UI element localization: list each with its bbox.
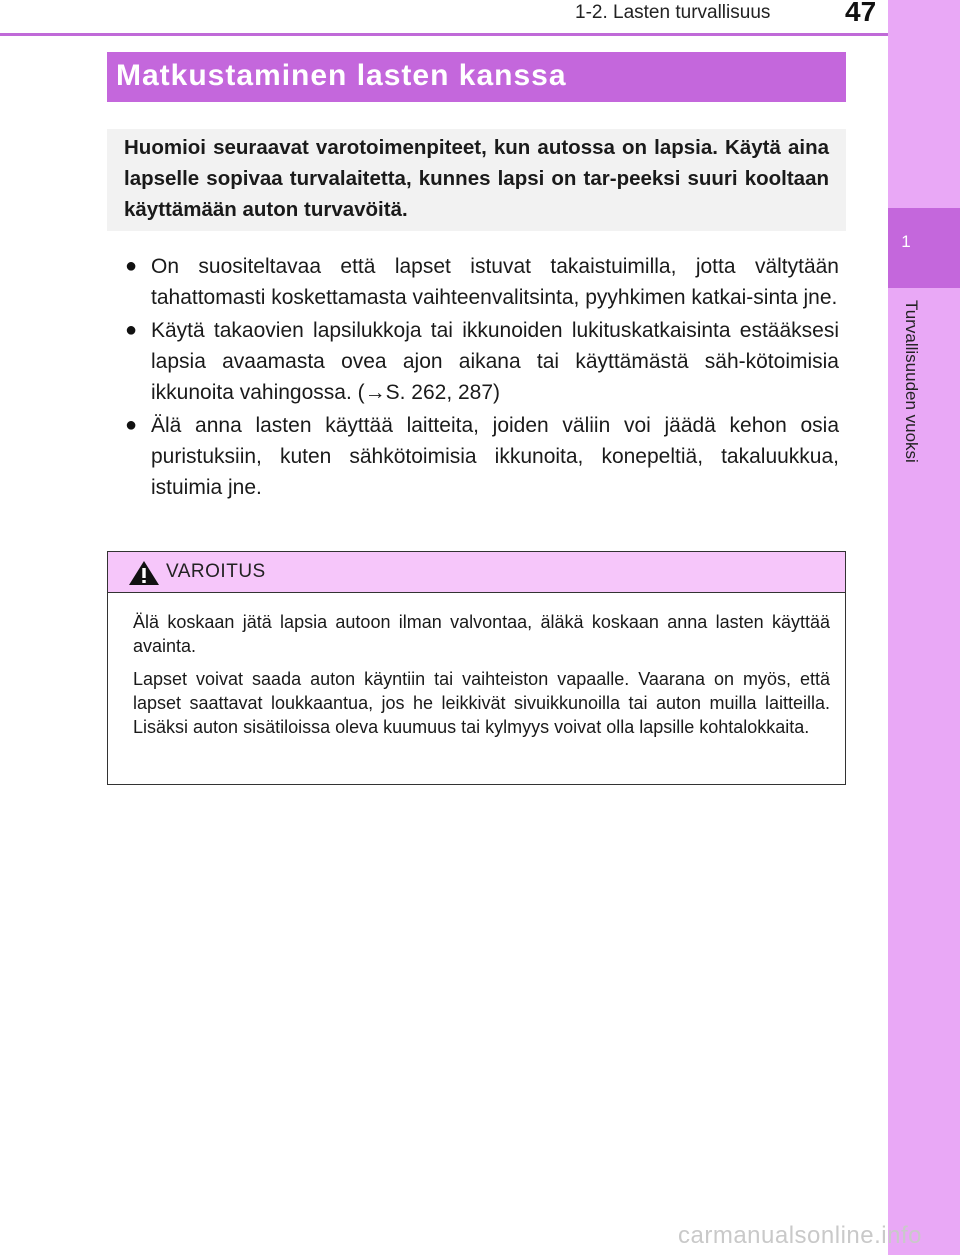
watermark: carmanualsonline.info: [678, 1222, 922, 1249]
warning-header: [108, 552, 845, 593]
list-item: [125, 251, 839, 313]
bullet-dot-icon: ●: [125, 319, 138, 341]
warning-body: [108, 593, 845, 739]
warning-paragraph: Älä koskaan jätä lapsia autoon ilman valvontaa, äläkä koskaan anna lasten käyttää avainta.: [133, 612, 830, 656]
bullet-list: [125, 251, 839, 505]
warning-triangle-icon: [128, 560, 160, 586]
header-divider: [0, 33, 888, 36]
warning-box: [107, 551, 846, 785]
bullet-dot-icon: ●: [125, 255, 138, 277]
intro-box: [107, 129, 846, 231]
section-title-bar: [107, 52, 846, 102]
section-title: Matkustaminen lasten kanssa: [116, 59, 567, 92]
side-tab-strip: [888, 0, 960, 1255]
running-header-section: 1-2. Lasten turvallisuus: [575, 2, 771, 23]
page-number: 47: [845, 0, 877, 27]
bullet-text: Käytä takaovien lapsilukkoja tai ikkunoiden lukituskatkaisinta estääksesi lapsia avaamasta ovea ajon aikana tai käyttämästä säh-kötoimisia ikkunoita vahingossa. (→S. 262, 287): [151, 319, 839, 404]
list-item: [125, 315, 839, 408]
bullet-text: On suositeltavaa että lapset istuvat takaistuimilla, jotta vältytään tahattomasti koskettamasta vaihteenvalitsinta, pyyhkimen katkai-sinta jne.: [151, 255, 839, 309]
list-item: [125, 410, 839, 503]
side-tab-chapter-label: Turvallisuuden vuoksi: [902, 300, 921, 463]
intro-text: Huomioi seuraavat varotoimenpiteet, kun autossa on lapsia. Käytä aina lapselle sopivaa turvalaitetta, kunnes lapsi on tar-peeksi suuri kooltaan käyttämään auton turvavöitä.: [124, 136, 829, 221]
side-tab-chapter-number: 1: [901, 232, 911, 251]
bullet-dot-icon: ●: [125, 414, 138, 436]
bullet-text: Älä anna lasten käyttää laitteita, joiden väliin voi jäädä kehon osia puristuksiin, kuten sähkötoimisia ikkunoita, konepeltiä, takaluukkua, istuimia jne.: [151, 414, 839, 499]
warning-label: VAROITUS: [166, 561, 266, 582]
warning-paragraph: Lapset voivat saada auton käyntiin tai vaihteiston vapaalle. Vaarana on myös, että lapset saattavat loukkaantua, jos he leikkivät sivuikkunoilla tai auton muilla laitteilla. Lisäksi auton sisätiloissa oleva kuumuus tai kylmyys voivat olla lapsille kohtalokkaita.: [133, 669, 830, 737]
